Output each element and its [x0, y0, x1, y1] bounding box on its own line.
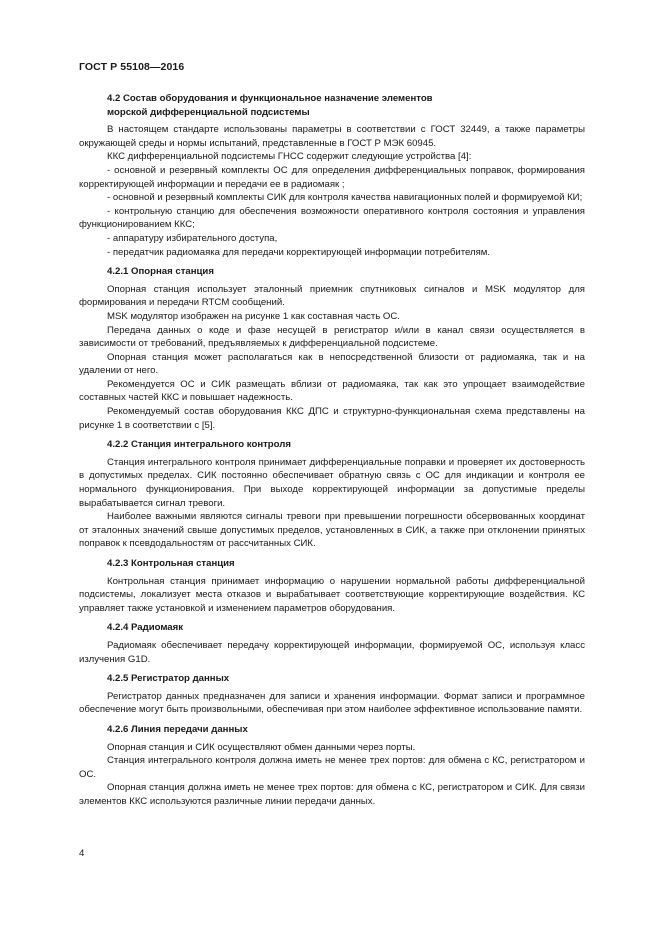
paragraph: Опорная станция и СИК осуществляют обмен данными через порты.	[107, 741, 416, 753]
section-title: 4.2.1 Опорная станция	[107, 266, 214, 278]
section-4-2	[79, 92, 585, 259]
section-title: 4.2.6 Линия передачи данных	[107, 723, 248, 735]
section-title-line2: морской дифференциальной подсистемы	[107, 106, 310, 118]
list-item: - контрольную станцию для обеспечения возможности оперативного контроля состояния и управления функционированием ККС;	[79, 205, 585, 231]
paragraph: Передача данных о коде и фазе несущей в регистратор и/или в канал связи осуществляется в зависимости от требований, предъявляемых к дифференциальной подсистеме.	[79, 324, 585, 350]
paragraph: Опорная станция может располагаться как в непосредственной близости от радиомаяка, так и на удалении от него.	[79, 351, 585, 377]
paragraph: В настоящем стандарте использованы параметры в соответствии с ГОСТ 32449, а также параметры окружающей среды и нормы испытаний, представленные в ГОСТ Р МЭК 60945.	[79, 124, 585, 149]
paragraph: Регистратор данных предназначен для записи и хранения информации. Формат записи и программное обеспечение могут быть произвольными, обеспечивая при этом наиболее эффективное использование памяти.	[79, 690, 585, 716]
list-item: - основной и резервный комплекты СИК для контроля качества навигационных полей и формируемой КИ;	[107, 192, 583, 204]
paragraph: MSK модулятор изображен на рисунке 1 как составная часть ОС.	[107, 310, 400, 322]
list-item: - основной и резервный комплекты ОС для определения дифференциальных поправок, формирования корректирующей информации и передачи ее в радиомаяк ;	[79, 164, 585, 190]
page-content	[79, 92, 585, 809]
section-title: 4.2.3 Контрольная станция	[107, 558, 235, 569]
section-title: 4.2.4 Радиомаяк	[107, 622, 184, 634]
list-item: - передатчик радиомаяка для передачи корректирующей информации потребителям.	[107, 246, 491, 258]
paragraph: Опорная станция использует эталонный приемник спутниковых сигналов и MSK модулятор для формирования и передачи RTCM сообщений.	[79, 283, 585, 309]
paragraph: ККС дифференциальной подсистемы ГНСС содержит следующие устройства [4]:	[107, 151, 472, 163]
section-4-2-5	[79, 672, 585, 717]
paragraph: Станция интегрального контроля должна иметь не менее трех портов: для обмена с КС, регистратором и ОС.	[79, 755, 585, 780]
section-4-2-4	[79, 621, 585, 666]
paragraph: Радиомаяк обеспечивает передачу корректирующей информации, формируемой ОС, используя класс излучения G1D.	[79, 639, 585, 665]
paragraph: Наиболее важными являются сигналы тревоги при превышении погрешности обсервованных координат от эталонных значений свыше допустимых пределов, установленных в СИК, а также при отклонении принятых поправок к псевдодальностям от рассчитанных СИК.	[79, 511, 585, 550]
document-header: ГОСТ Р 55108—2016	[79, 61, 185, 73]
section-title-line1: 4.2 Состав оборудования и функциональное назначение элементов	[107, 93, 433, 104]
list-item: - аппаратуру избирательного доступа,	[107, 232, 278, 244]
section-4-2-3	[79, 557, 585, 615]
paragraph: Рекомендуется ОС и СИК размещать вблизи от радиомаяка, так как это упрощает взаимодействие составных частей ККС и повышает надежность.	[79, 378, 585, 404]
paragraph: Рекомендуемый состав оборудования ККС ДПС и структурно-функциональная схема представлены на рисунке 1 в соответствии с [5].	[79, 406, 585, 431]
section-4-2-6	[79, 723, 585, 809]
page-number: 4	[79, 848, 85, 859]
paragraph: Контрольная станция принимает информацию о нарушении нормальной работы дифференциальной подсистемы, локализует места отказов и вырабатывает соответствующие корректирующие воздействия. КС управляет также установкой и изменением параметров оборудования.	[79, 575, 585, 614]
section-title: 4.2.5 Регистратор данных	[107, 673, 230, 685]
section-4-2-2	[79, 438, 585, 551]
section-4-2-1	[79, 265, 585, 432]
paragraph: Станция интегрального контроля принимает дифференциальные поправки и проверяет их достоверность в допустимых пределах. СИК постоянно обеспечивает обратную связь с ОС для индикации и контроля ее нормального функционирования. При выходе корректирующей информации за допустимые пределы вырабатывается сигнал тревоги.	[79, 456, 585, 509]
section-title: 4.2.2 Станция интегрального контроля	[107, 439, 291, 451]
paragraph: Опорная станция должна иметь не менее трех портов: для обмена с КС, регистратором и СИК. Для связи элементов ККС используются различные линии передачи данных.	[79, 782, 585, 807]
